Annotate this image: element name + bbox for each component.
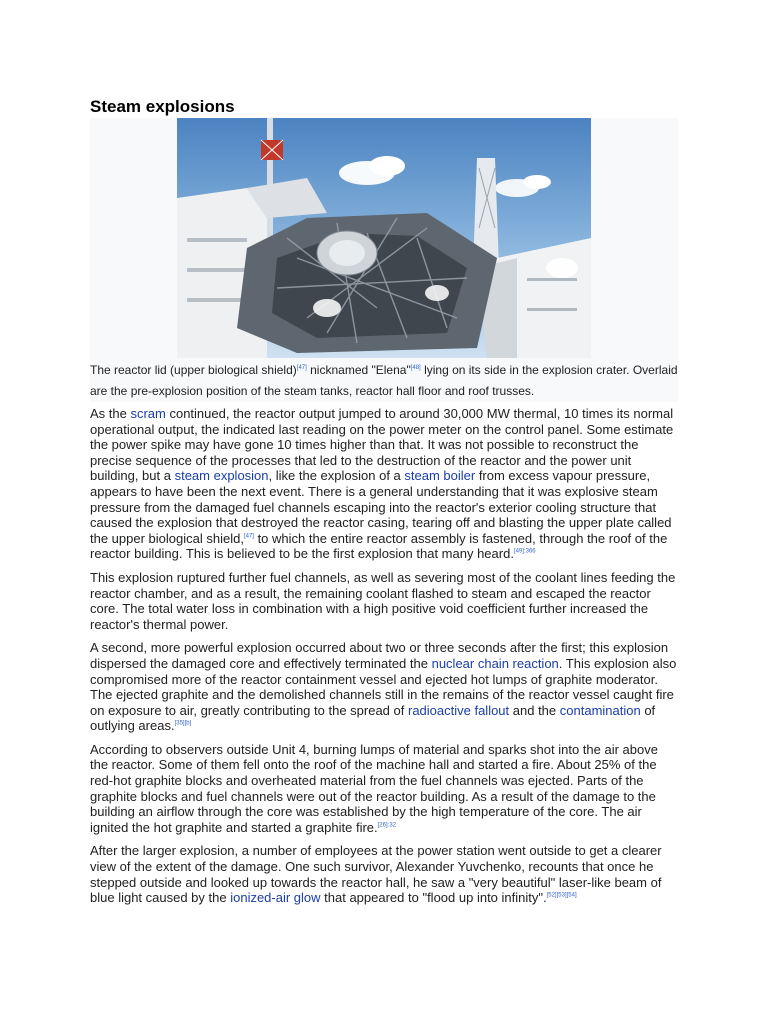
caption-text: The reactor lid (upper biological shield) [90, 363, 297, 377]
text: to which the entire reactor assembly is fastened, through the roof of the reactor building. This is believed to be the first explosion that many heard. [90, 530, 668, 562]
text: that appeared to "flood up into infinity". [320, 890, 547, 906]
reactor-illustration [177, 118, 591, 358]
text: continued, the reactor output jumped to around 30,000 MW thermal, 10 times its normal operational output, the indicated last reading on the power meter on the control panel. Some estimate the power spike may have gone 10 times higher than that. It was not possible to reconstruct the precise sequence of the processes that led to the destruction of the reactor and the power unit building, but a [90, 406, 674, 484]
caption-ref[interactable]: [48] [410, 365, 421, 371]
caption-text: nicknamed "Elena" [306, 363, 411, 377]
paragraph-2 [90, 570, 678, 632]
link-steam-boiler[interactable]: steam boiler [404, 468, 476, 484]
citation-ref[interactable]: [49]:366 [513, 549, 536, 556]
link-ionized-air-glow[interactable]: ionized-air glow [230, 890, 321, 906]
link-contamination[interactable]: contamination [559, 702, 641, 718]
text: from excess vapour pressure, appears to have been the next event. There is a general understanding that it was explosive steam pressure from the damaged fuel channels escaping into the reactor's exterior cooling structure that caused the explosion that destroyed the reactor casing, tearing off and blasting the upper plate called the upper biological shield, [90, 468, 672, 546]
text: , like the explosion of a [268, 468, 405, 484]
link-scram[interactable]: scram [130, 406, 166, 421]
paragraph-4 [90, 742, 678, 836]
text: This explosion ruptured further fuel channels, as well as severing most of the coolant lines feeding the reactor chamber, and as a result, the remaining coolant flashed to steam and escaped the reactor core. The total water loss in combination with a high positive void coefficient further increased the reactor's thermal power. [90, 569, 676, 632]
caption-text: lying on its side in the explosion crater. Overlaid are the pre-explosion position of the steam tanks, reactor hall floor and roof trusses. [90, 363, 678, 398]
text: After the larger explosion, a number of employees at the power station went outside to get a clearer view of the extent of the damage. One such survivor, Alexander Yuvchenko, recounts that once he stepped outside and looked up towards the reactor hall, he saw a "very beautiful" laser-like beam of blue light caused by the [90, 843, 662, 906]
reactor-explosion-image[interactable] [177, 118, 591, 358]
paragraph-5 [90, 843, 678, 905]
article-section [90, 96, 678, 906]
caption-ref[interactable]: [47] [296, 365, 307, 371]
text: As the [90, 406, 131, 421]
citation-ref[interactable]: [47] [243, 533, 254, 540]
section-heading: Steam explosions [90, 97, 235, 116]
citation-ref[interactable]: [26]:32 [377, 822, 396, 829]
citation-ref[interactable]: [35][b] [174, 720, 192, 727]
paragraph-3 [90, 640, 678, 734]
text: A second, more powerful explosion occurred about two or three seconds after the first; this explosion dispersed the damaged core and effectively terminated the [90, 640, 669, 671]
link-radioactive-fallout[interactable]: radioactive fallout [407, 702, 510, 718]
paragraph-1 [90, 406, 678, 562]
text: of outlying areas. [90, 702, 656, 734]
text: and the [509, 702, 560, 718]
link-steam-explosion[interactable]: steam explosion [174, 468, 269, 484]
link-nuclear-chain-reaction[interactable]: nuclear chain reaction [431, 655, 559, 671]
text: According to observers outside Unit 4, burning lumps of material and sparks shot into the air above the reactor. Some of them fell onto the roof of the machine hall and started a fire. About 25% of the red-hot graphite blocks and overheated material from the fuel channels was ejected. Parts of the graphite blocks and fuel channels were out of the reactor building. As a result of the damage to the building an airflow through the core was established by the high temperature of the core. The air ignited the hot graphite and started a graphite fire. [90, 741, 658, 835]
figure [90, 118, 678, 402]
citation-ref[interactable]: [52][53][54] [546, 892, 577, 899]
figure-caption [90, 358, 678, 402]
text: . This explosion also compromised more of the reactor containment vessel and ejected hot lumps of graphite moderator. The ejected graphite and the demolished channels still in the remains of the reactor vessel caught fire on exposure to air, greatly contributing to the spread of [90, 655, 677, 718]
